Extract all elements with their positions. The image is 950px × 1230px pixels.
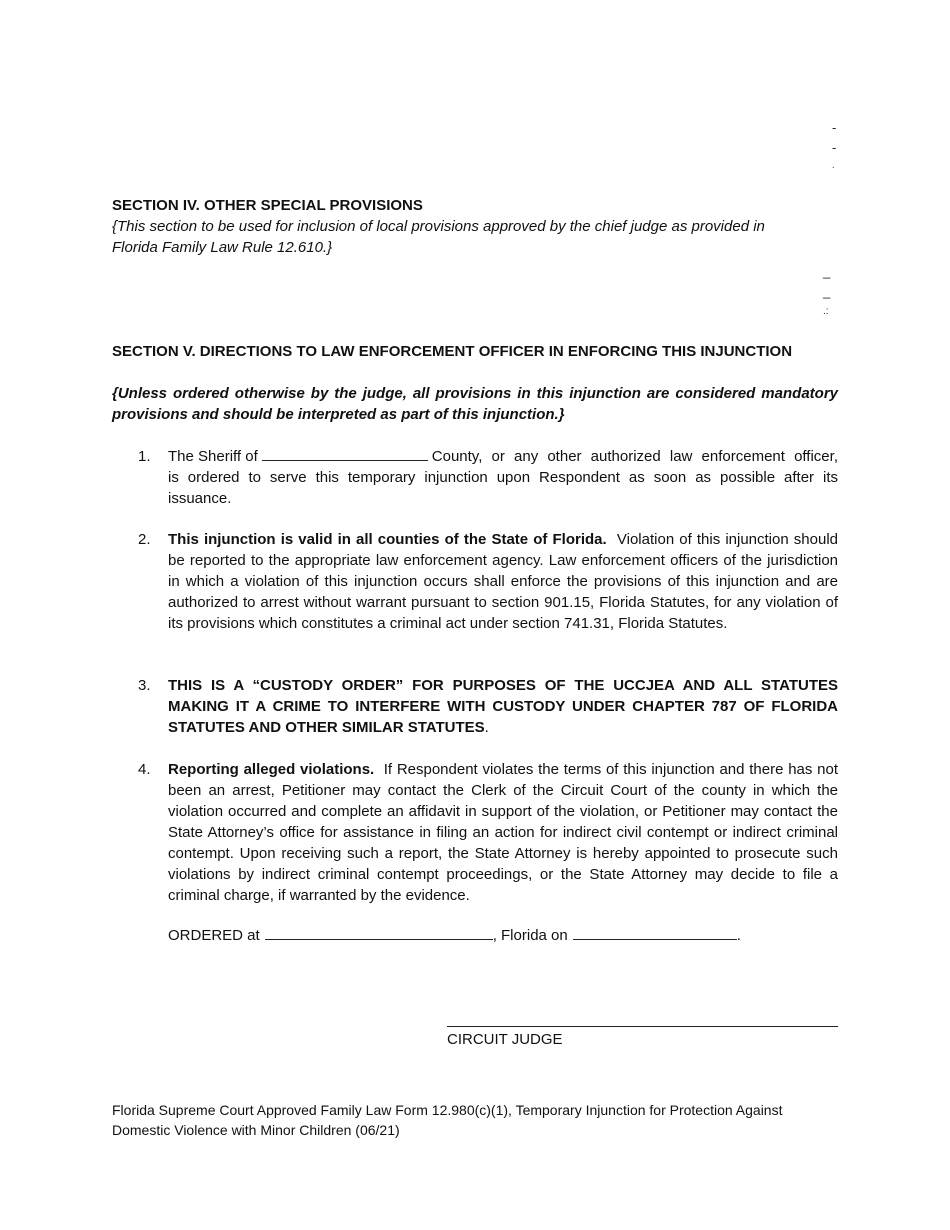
footer-line: Domestic Violence with Minor Children (06/21) <box>112 1122 400 1138</box>
sheriff-county-field[interactable] <box>262 446 428 461</box>
margin-mark: . <box>832 160 835 170</box>
list-item-text: If Respondent violates the terms of this injunction and there has not been an arrest, Petitioner may contact the Clerk of the Circuit Court of the county in which the violation occurred and complete an affidavit in support of the violation, or Petitioner may contact the State Attorney’s office for assistance in filing an action for indirect civil contempt or indirect criminal contempt. Upon receiving such a report, the State Attorney is hereby appointed to prosecute such violations by indirect criminal contempt proceedings, or the State Attorney may decide to file a criminal charge, if warranted by the evidence. <box>168 761 838 904</box>
ordered-date-field[interactable] <box>573 925 737 940</box>
sheriff-text: County, or any other authorized law enforcement officer, <box>431 448 838 465</box>
list-item-text: Violation of this injunction should be reported to the appropriate law enforcement agency. Law enforcement officers of the jurisdiction in which a violation of this injunction occurs shall enforce the provisions of this injunction and are authorized to arrest without warrant pursuant to section 901.15, Florida Statutes, for any violation of its provisions which constitutes a criminal act under section 741.31, Florida Statutes. <box>168 531 839 632</box>
section-v-note: {Unless ordered otherwise by the judge, all provisions in this injunction are considered mandatory provisions and should be interpreted as part of this injunction.} <box>112 385 838 423</box>
ordered-florida-on: , Florida on <box>492 927 568 944</box>
margin-mark: .: <box>823 306 829 317</box>
ordered-label: ORDERED at <box>168 927 260 944</box>
list-item-body <box>168 446 838 509</box>
margin-marks-top <box>832 118 836 172</box>
list-item-number: 3. <box>138 677 151 694</box>
signature-line[interactable] <box>447 1026 838 1027</box>
section-iv-note <box>112 216 852 258</box>
margin-mark: - <box>832 140 837 155</box>
ordered-line <box>168 925 741 946</box>
margin-mark: _ <box>823 264 831 279</box>
list-item-number: 4. <box>138 761 151 778</box>
section-v-heading: SECTION V. DIRECTIONS TO LAW ENFORCEMENT OFFICER IN ENFORCING THIS INJUNCTION <box>112 343 793 360</box>
margin-mark: - <box>832 120 837 135</box>
list-item-number: 1. <box>138 448 151 465</box>
sheriff-text-rest: is ordered to serve this temporary injunction upon Respondent as soon as possible after its issuance. <box>168 469 838 507</box>
section-iv-heading: SECTION IV. OTHER SPECIAL PROVISIONS <box>112 197 423 214</box>
list-item-body <box>168 759 838 906</box>
margin-mark: _ <box>823 284 831 299</box>
section-iv-note-line: Florida Family Law Rule 12.610.} <box>112 239 333 256</box>
list-item-body <box>168 675 838 738</box>
list-item-bold-lead: Reporting alleged violations. <box>168 761 375 778</box>
ordered-end: . <box>736 927 741 944</box>
list-item-number: 2. <box>138 531 151 548</box>
circuit-judge-label: CIRCUIT JUDGE <box>447 1031 563 1048</box>
ordered-location-field[interactable] <box>265 925 493 940</box>
footer-line: Florida Supreme Court Approved Family Law Form 12.980(c)(1), Temporary Injunction for Protection Against <box>112 1102 783 1118</box>
list-item-bold-lead: This injunction is valid in all counties of the State of Florida. <box>168 531 607 548</box>
list-item-text: . <box>484 719 489 736</box>
sheriff-label: The Sheriff of <box>168 448 258 465</box>
list-item-bold-lead: THIS IS A “CUSTODY ORDER” FOR PURPOSES OF THE UCCJEA AND ALL STATUTES MAKING IT A CRIME TO INTERFERE WITH CUSTODY UNDER CHAPTER 787 OF FLORIDA STATUTES AND OTHER SIMILAR STATUTES <box>168 677 838 736</box>
form-footer <box>112 1100 872 1140</box>
margin-marks-mid <box>823 262 830 322</box>
list-item-body <box>168 529 838 634</box>
section-iv-note-line: {This section to be used for inclusion of local provisions approved by the chief judge as provided in <box>112 218 765 235</box>
